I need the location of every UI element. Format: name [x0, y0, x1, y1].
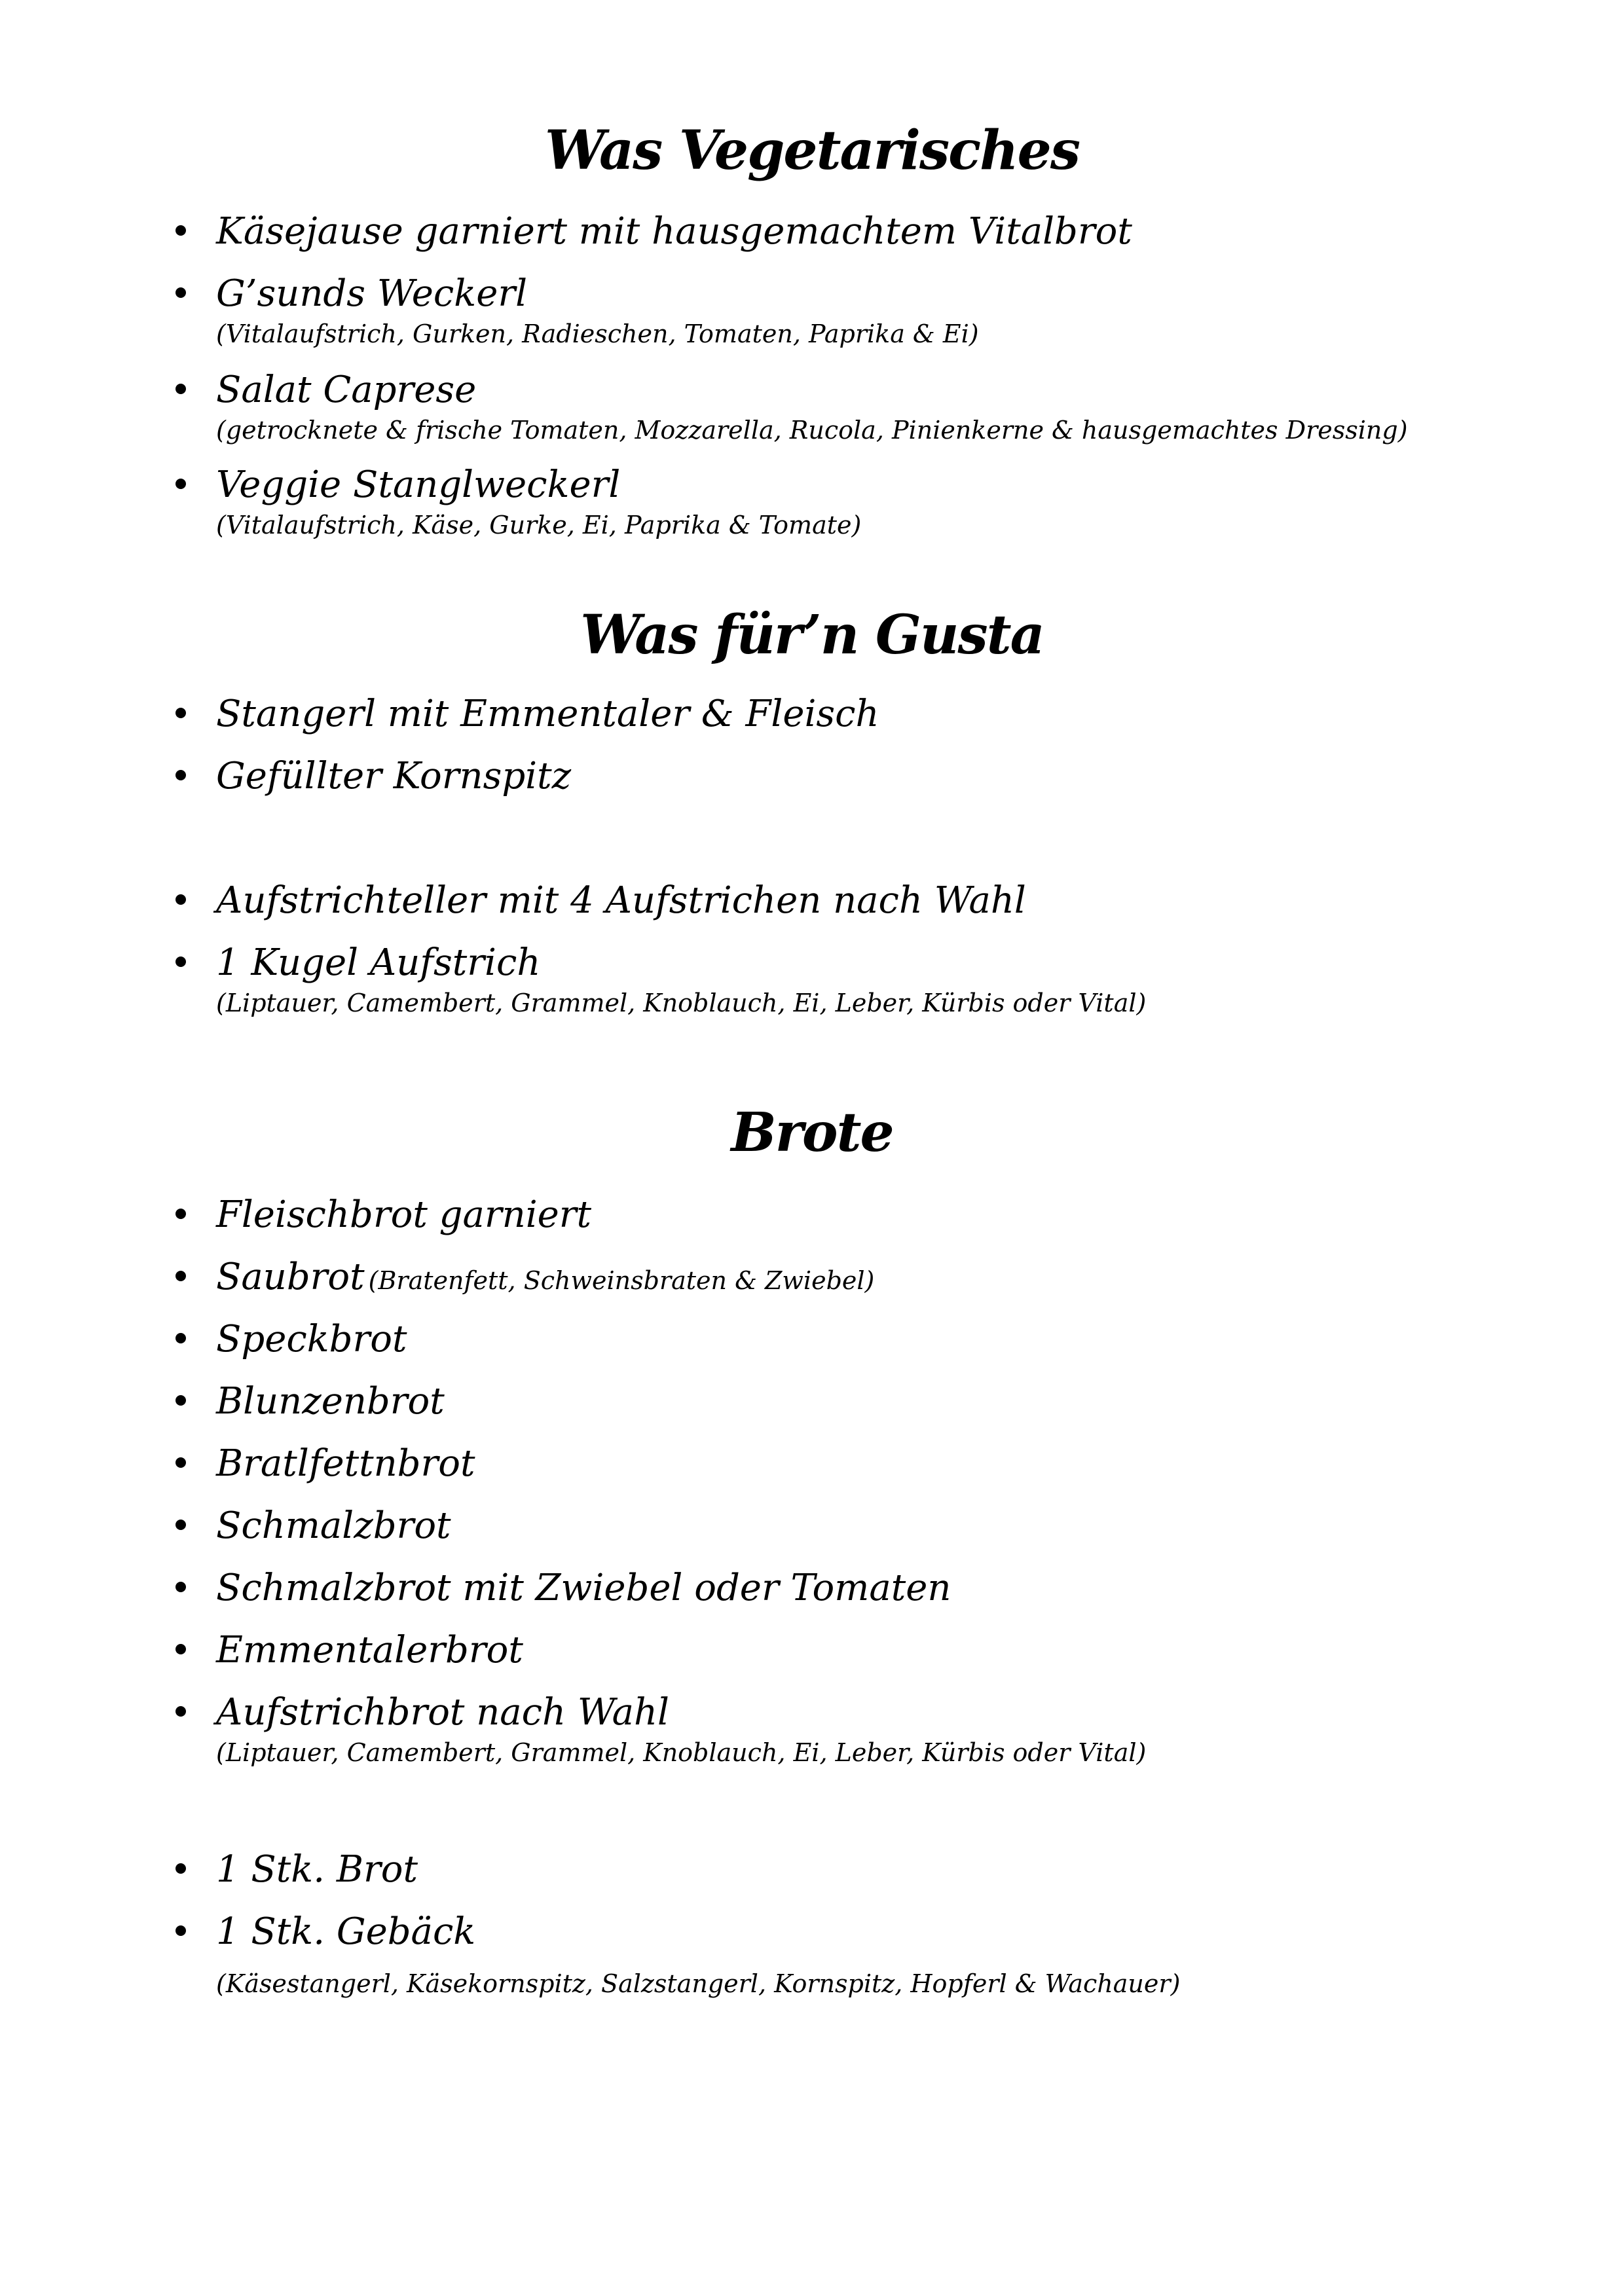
- item-name: Veggie Stanglweckerl: [216, 464, 621, 506]
- bullet-icon: [175, 1395, 186, 1406]
- bullet-icon: [175, 384, 186, 394]
- bullet-icon: [175, 1925, 186, 1936]
- item-name: Speckbrot: [216, 1318, 407, 1360]
- bullet-icon: [175, 479, 186, 489]
- bullet-icon: [175, 225, 186, 236]
- item-name: Salat Caprese: [216, 369, 477, 411]
- bullet-icon: [175, 1706, 186, 1717]
- bullet-icon: [175, 1457, 186, 1468]
- bullet-icon: [175, 1863, 186, 1874]
- item-name: Aufstrichbrot nach Wahl: [216, 1691, 669, 1734]
- bullet-icon: [175, 1271, 186, 1281]
- item-name: G’sunds Weckerl: [216, 272, 528, 315]
- bullet-icon: [175, 770, 186, 780]
- item-name-text: Saubrot: [216, 1256, 365, 1298]
- item-name: Blunzenbrot: [216, 1380, 445, 1423]
- item-description: (Liptauer, Camembert, Grammel, Knoblauch, Ei, Leber, Kürbis oder Vital): [216, 989, 1147, 1017]
- item-name: Käsejause garniert mit hausgemachtem Vitalbrot: [216, 210, 1132, 253]
- bullet-icon: [175, 1582, 186, 1592]
- section-title-gusta: Was für’n Gusta: [580, 604, 1044, 666]
- item-description: (Liptauer, Camembert, Grammel, Knoblauch, Ei, Leber, Kürbis oder Vital): [216, 1738, 1147, 1767]
- item-description: (getrocknete & frische Tomaten, Mozzarella, Rucola, Pinienkerne & hausgemachtes Dressing): [216, 416, 1408, 445]
- bullet-icon: [175, 1520, 186, 1530]
- bullet-icon: [175, 1209, 186, 1219]
- item-name: Emmentalerbrot: [216, 1629, 523, 1671]
- item-name: 1 Kugel Aufstrich: [216, 941, 541, 984]
- bullet-icon: [175, 708, 186, 718]
- item-name: Fleischbrot garniert: [216, 1194, 592, 1236]
- bullet-icon: [175, 894, 186, 905]
- item-description: (Vitalaufstrich, Käse, Gurke, Ei, Paprika & Tomate): [216, 511, 862, 539]
- item-description: (Käsestangerl, Käsekornspitz, Salzstangerl, Kornspitz, Hopferl & Wachauer): [216, 1969, 1181, 1998]
- item-name: [216, 1254, 874, 1304]
- bullet-icon: [175, 287, 186, 298]
- item-note: (Bratenfett, Schweinsbraten & Zwiebel): [368, 1266, 875, 1295]
- item-name: Schmalzbrot mit Zwiebel oder Tomaten: [216, 1567, 951, 1609]
- item-name: 1 Stk. Gebäck: [216, 1910, 476, 1953]
- item-description: (Vitalaufstrich, Gurken, Radieschen, Tomaten, Paprika & Ei): [216, 319, 979, 348]
- item-name: Bratlfettnbrot: [216, 1442, 475, 1485]
- section-title-vegetarisch: Was Vegetarisches: [545, 119, 1079, 182]
- item-name: Gefüllter Kornspitz: [216, 755, 572, 797]
- item-name: Schmalzbrot: [216, 1504, 451, 1547]
- item-name: 1 Stk. Brot: [216, 1848, 418, 1891]
- bullet-icon: [175, 957, 186, 967]
- item-name: Aufstrichteller mit 4 Aufstrichen nach Wahl: [216, 879, 1026, 922]
- section-title-brote: Brote: [731, 1101, 893, 1164]
- item-name: Stangerl mit Emmentaler & Fleisch: [216, 693, 879, 735]
- bullet-icon: [175, 1333, 186, 1343]
- bullet-icon: [175, 1644, 186, 1654]
